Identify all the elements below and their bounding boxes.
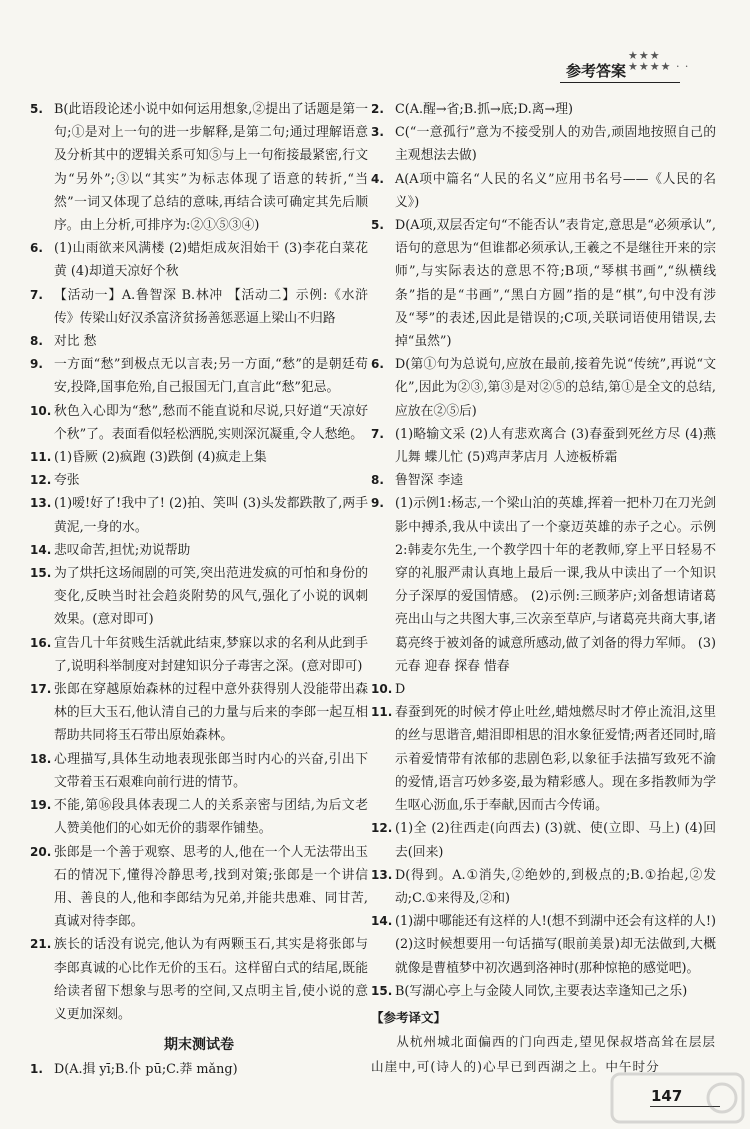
answer-text: D(A.揖 yī;B.仆 pū;C.莽 mǎng) — [54, 1062, 238, 1078]
answer-right-item — [371, 701, 716, 817]
answer-left-item — [30, 841, 368, 934]
answer-text: 对比 愁 — [54, 334, 97, 350]
answer-right-item — [371, 910, 716, 980]
answer-text: 族长的话没有说完,他认为有两颗玉石,其实是将张郎与李郎真诚的心比作无价的玉石。这样留白式的结尾,既能给读者留下想象与思考的空间,又点明主旨,使小说的意义更加深刻。 — [54, 937, 368, 1022]
reference-translation-title: 【参考译文】 — [371, 1009, 447, 1025]
answer-text: 【活动一】A.鲁智深 B.林冲 【活动二】示例:《水浒传》传梁山好汉杀富济贫扬善惩恶逼上梁山不归路 — [54, 287, 368, 326]
answer-right-item — [371, 817, 716, 863]
answer-left-item — [30, 492, 368, 538]
answer-text: (1)略输文采 (2)人有悲欢离合 (3)春蚕到死丝方尽 (4)燕儿舞 蝶儿忙 (5)鸡声茅店月 人迹板桥霜 — [395, 426, 716, 466]
answer-text: D(A项,双层否定句“不能否认”表肯定,意思是“必须承认”,语句的意思为“但谁都必须承认,王羲之不是继往开来的宗师”,与实际表达的意思不符;B项,“琴棋书画”,“纵横线条”指的是“书画”,“黑白方圆”指的是“棋”,句中没有涉及“琴”的表述,因此是错误的;C项,关联词语使用错误,去掉“虽然”) — [395, 218, 716, 350]
answer-text: 夸张 — [54, 473, 80, 489]
answer-left-item — [30, 562, 368, 632]
answer-text: 心理描写,具体生动地表现张郎当时内心的兴奋,引出下文带着玉石艰难向前行进的情节。 — [54, 751, 368, 790]
question-number: 12. — [30, 473, 52, 488]
answer-text: (1)山雨欲来风满楼 (2)蜡炬成灰泪始干 (3)李花白菜花黄 (4)却道天凉好个秋 — [54, 241, 368, 280]
answer-text: 为了烘托这场闹剧的可笑,突出范进发疯的可怕和身份的变化,反映当时社会趋炎附势的风气,强化了小说的讽刺效果。(意对即可) — [54, 566, 368, 628]
question-number: 10. — [371, 682, 393, 697]
question-number: 16. — [30, 635, 52, 650]
question-number: 13. — [30, 496, 52, 511]
question-number: 18. — [30, 751, 52, 766]
answer-list-left — [30, 98, 368, 1026]
exam-answer-item — [30, 1058, 368, 1081]
question-number: 19. — [30, 798, 52, 813]
question-number: 13. — [371, 867, 393, 882]
answer-text: (1)全 (2)往西走(向西去) (3)就、使(立即、马上) (4)回去(回来) — [395, 821, 716, 860]
answer-left-item — [30, 794, 368, 840]
answer-text: B(写湖心亭上与金陵人同饮,主要表达幸逢知己之乐) — [395, 983, 688, 999]
question-number: 1. — [30, 1062, 43, 1077]
left-column — [30, 98, 368, 1081]
reference-translation-text: 从杭州城北面偏西的门向西走,望见保叔塔高耸在层层山崖中,可(诗人的)心早已到西湖之上。中午时分 — [371, 1033, 716, 1074]
answer-text: 张郎在穿越原始森林的过程中意外获得别人没能带出森林的巨大玉石,他认清自己的力量与后来的李郎一起互相帮助共同将玉石带出原始森林。 — [54, 682, 368, 744]
answer-text: 一方面“愁”到极点无以言表;另一方面,“愁”的是朝廷苟安,投降,国事危殆,自己报国无门,直言此“愁”犯忌。 — [54, 357, 368, 396]
exam-section-title: 期末测试卷 — [164, 1037, 234, 1054]
question-number: 12. — [371, 821, 393, 836]
answer-list-right — [371, 98, 716, 1003]
answer-left-item — [30, 237, 368, 283]
answer-text: (1)湖中哪能还有这样的人!(想不到湖中还会有这样的人!) (2)这时候想要用一句话描写(眼前美景)却无法做到,大概就像是曹植梦中初次遇到洛神时(那种惊艳的感觉吧)。 — [395, 914, 716, 976]
answer-text: 悲叹命苦,担忧;劝说帮助 — [54, 542, 191, 558]
question-number: 15. — [30, 566, 52, 581]
header-rule — [560, 82, 680, 83]
answer-text: 宣告几十年贫贱生活就此结束,梦寐以求的名利从此到手了,说明科举制度对封建知识分子毒害之深。(意对即可) — [54, 635, 368, 674]
question-number: 3. — [371, 125, 384, 140]
question-number: 7. — [30, 287, 43, 302]
answer-right-item — [371, 214, 716, 353]
question-number: 9. — [30, 357, 43, 372]
answer-text: 春蚕到死的时候才停止吐丝,蜡烛燃尽时才停止流泪,这里的丝与思谐音,蜡泪即相思的泪水象征爱情;两者还同时,暗示着爱情带有浓郁的悲剧色彩,以象征手法描写致死不渝的爱情,语言巧妙多姿,最为精彩感人。现在多指教师为学生呕心沥血,乐于奉献,因而古今传诵。 — [395, 705, 716, 814]
question-number: 4. — [371, 171, 384, 186]
answer-right-item — [371, 121, 716, 167]
answer-left-item — [30, 469, 368, 492]
question-number: 5. — [30, 102, 43, 116]
answer-left-item — [30, 933, 368, 1026]
page-number: 147 — [651, 1087, 683, 1105]
question-number: 14. — [30, 542, 52, 557]
answer-right-item — [371, 423, 716, 469]
question-number: 15. — [371, 983, 393, 998]
answer-text: A(A项中篇名“人民的名义”应用书名号——《人民的名义》) — [395, 171, 716, 210]
answer-left-item — [30, 353, 368, 399]
answer-left-item — [30, 400, 368, 446]
question-number: 21. — [30, 937, 52, 952]
question-number: 7. — [371, 426, 384, 441]
right-column — [371, 98, 716, 1079]
question-number: 8. — [371, 473, 384, 488]
question-number: 14. — [371, 914, 393, 929]
question-number: 6. — [371, 357, 384, 372]
answer-text: (1)嗳!好了!我中了! (2)拍、笑叫 (3)头发都跌散了,两手黄泥,一身的水。 — [54, 496, 368, 535]
answer-text: 张郎是一个善于观察、思考的人,他在一个人无法带出玉石的情况下,懂得冷静思考,找到对策;张郎是一个讲信用、善良的人,他和李郎结为兄弟,并能共患难、同甘苦,真诚对待李郎。 — [54, 844, 368, 930]
answer-text: 秋色入心即为“愁”,愁而不能直说和尽说,只好道“天凉好个秋”了。表面看似轻松洒脱,实则深沉凝重,令人愁绝。 — [54, 403, 368, 442]
question-number: 5. — [371, 218, 384, 233]
header-stars-decoration: ★★★ ★★★★ · · — [628, 49, 690, 73]
answer-left-item — [30, 678, 368, 748]
answer-right-item — [371, 678, 716, 701]
answer-text: (1)昏厥 (2)疯跑 (3)跌倒 (4)疯走上集 — [54, 450, 267, 466]
question-number: 8. — [30, 334, 43, 349]
question-number: 2. — [371, 102, 384, 116]
answer-text: B(此语段论述小说中如何运用想象,②提出了话题是第一句;①是对上一句的进一步解释,是第二句;通过理解语意及分析其中的逻辑关系可知⑤与上一句衔接最紧密,行文为“另外”;③以“其实”为标志体现了语意的转折,“当然”一词又体现了总结的意味,再结合读可确定其先后顺序。由上分析,可排序为:②①⑤③④) — [54, 102, 368, 234]
answer-right-item — [371, 469, 716, 492]
answer-right-item — [371, 168, 716, 214]
answer-text: 不能,第⑯段具体表现二人的关系亲密与团结,为后文老人赞美他们的心如无价的翡翠作铺垫。 — [54, 798, 368, 837]
question-number: 11. — [30, 450, 52, 465]
answer-right-item — [371, 980, 716, 1003]
answer-text: C(A.醒→省;B.抓→底;D.离→理) — [395, 102, 574, 117]
answer-right-item — [371, 864, 716, 910]
answer-text: C(“一意孤行”意为不接受别人的劝告,顽固地按照自己的主观想法去做) — [395, 125, 716, 164]
answer-left-item — [30, 330, 368, 353]
answer-left-item — [30, 748, 368, 794]
answer-text: 鲁智深 李逵 — [395, 473, 464, 489]
question-number: 9. — [371, 496, 384, 511]
answer-left-item — [30, 539, 368, 562]
answer-left-item — [30, 284, 368, 330]
question-number: 6. — [30, 241, 43, 256]
question-number: 20. — [30, 844, 52, 859]
answer-right-item — [371, 353, 716, 423]
header-title: 参考答案 — [566, 62, 627, 80]
answer-left-item — [30, 632, 368, 678]
question-number: 10. — [30, 403, 52, 418]
question-number: 11. — [371, 705, 393, 720]
answer-right-item — [371, 492, 716, 678]
answer-right-item — [371, 98, 716, 121]
answer-left-item — [30, 446, 368, 469]
answer-left-item — [30, 98, 368, 237]
answer-text: D(第①句为总说句,应放在最前,接着先说“传统”,再说“文化”,因此为②③,第③是对②⑤的总结,第①是全文的总结,应放在②⑤后) — [395, 357, 716, 419]
answer-text: D — [395, 682, 406, 698]
answer-text: D(得到。A.①消失,②绝妙的,到极点的;B.①抬起,②发动;C.①来得及,②和) — [395, 867, 716, 906]
answer-text: (1)示例1:杨志,一个梁山泊的英雄,挥着一把朴刀在刀光剑影中搏杀,我从中读出了一个豪迈英雄的赤子之心。示例2:韩麦尔先生,一个教学四十年的老教师,穿上平日轻易不穿的礼服严肃认真地上最后一课,我从中读出了一个知识分子深厚的爱国情感。 (2)示例:三顾茅庐;刘备想请诸葛亮出山与之共图大事,三次亲至草庐,与诸葛亮共商大事,诸葛亮终于被刘备的诚意所感动,做了刘备的得力军师。 (3)元春 迎春 探春 惜春 — [395, 496, 716, 674]
exam-answer-list — [30, 1058, 368, 1081]
question-number: 17. — [30, 682, 52, 697]
watermark-logo-icon — [610, 1070, 745, 1126]
